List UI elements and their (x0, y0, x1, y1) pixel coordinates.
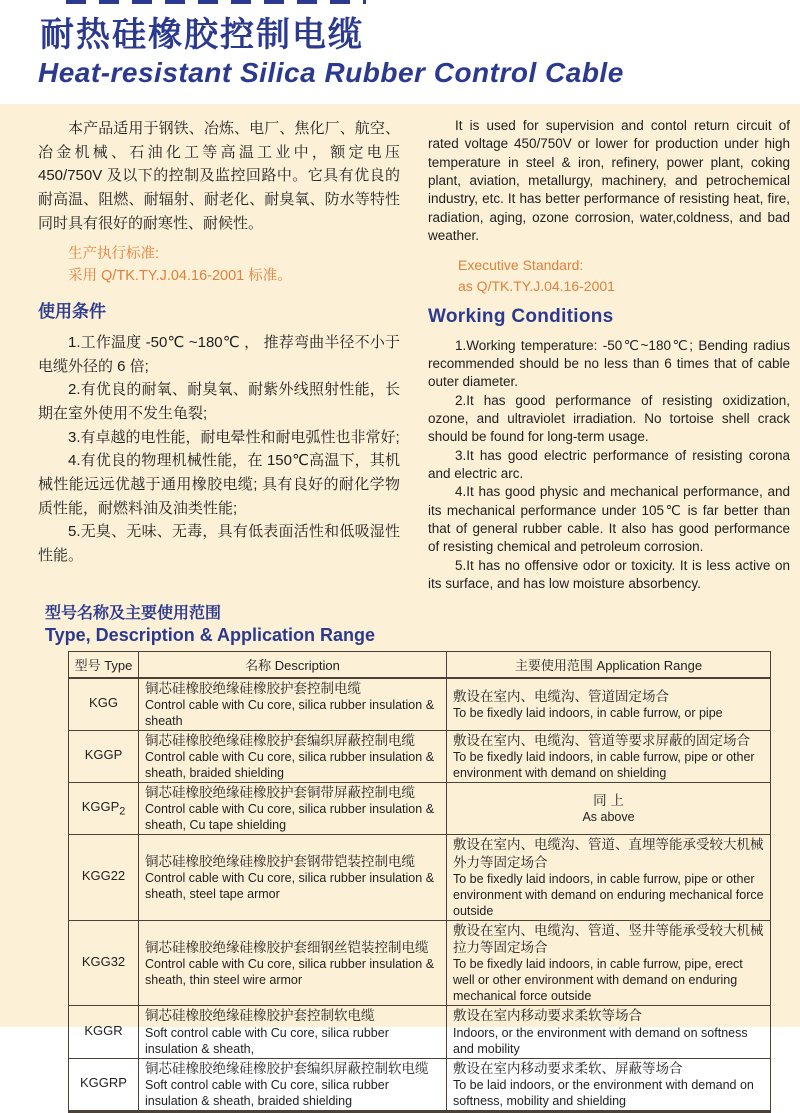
standard-label-cn: 生产执行标准: (68, 246, 160, 263)
cell-application (447, 678, 771, 731)
description-en: Control cable with Cu core, silica rubber insulation & sheath, steel tape armor (145, 871, 435, 902)
application-en: To be fixedly laid indoors, in cable furrow, pipe, erect well or other environment with demand on enduring mechanical force outside (453, 957, 743, 1004)
standard-value-cn: 采用 Q/TK.TY.J.04.16-2001 标准。 (68, 268, 292, 285)
page-title-english: Heat-resistant Silica Rubber Control Cable (38, 57, 624, 88)
page-body (0, 104, 800, 1108)
cell-description (139, 835, 447, 921)
two-column-intro (38, 117, 790, 594)
table-header-row (69, 651, 771, 678)
description-cn: 铜芯硅橡胶绝缘硅橡胶护套编织屏蔽控制软电缆 (145, 1060, 429, 1076)
page-header (0, 0, 800, 104)
conditions-list-en (428, 337, 790, 594)
application-en: To be fixedly laid indoors, in cable furrow, pipe or other environment with demand on enduring mechanical force outside (453, 871, 764, 918)
cell-type: KGG22 (69, 835, 139, 921)
table-row (69, 730, 771, 782)
description-cn: 铜芯硅橡胶绝缘硅橡胶护套钢带铠装控制电缆 (145, 853, 415, 869)
condition-item-cn: 2.有优良的耐氧、耐臭氧、耐紫外线照射性能，长期在室外使用不发生龟裂; (38, 381, 400, 422)
cell-type: KGGR (69, 1006, 139, 1058)
cell-description (139, 730, 447, 782)
cell-description (139, 1058, 447, 1111)
column-header-application: 主要使用范围 Application Range (447, 651, 771, 678)
cell-application (447, 920, 771, 1006)
application-cn: 敷设在室内、电缆沟、管道、竖井等能承受较大机械拉力等固定场合 (453, 922, 764, 956)
column-header-type: 型号 Type (69, 651, 139, 678)
description-en: Soft control cable with Cu core, silica rubber insulation & sheath, (145, 1025, 389, 1056)
intro-paragraph-en: It is used for supervision and contol return circuit of rated voltage 450/750V or lower for production under high temperature in steel & iron, refinery, power plant, coking plant, aviation, metallurgy, machinery, and petrochemical industry, etc. It has better performance of resisting heat, fire, radiation, aging, ozone corrosion, water,coldness, and bad weather. (428, 118, 790, 244)
cell-application (447, 783, 771, 835)
cell-description (139, 678, 447, 731)
description-cn: 铜芯硅橡胶绝缘硅橡胶护套编织屏蔽控制电缆 (145, 732, 415, 748)
cell-description (139, 920, 447, 1006)
application-cn: 敷设在室内、电缆沟、管道固定场合 (453, 688, 669, 704)
condition-item-en: 3.It has good electric performance of resisting corona and electric arc. (428, 447, 790, 482)
table-row (69, 920, 771, 1006)
description-en: Control cable with Cu core, silica rubber insulation & sheath, thin steel wire armor (145, 956, 435, 987)
application-en: To be fixedly laid indoors, in cable furrow, pipe or other environment with demand on shielding (453, 750, 755, 781)
condition-item-cn: 5.无臭、无味、无毒，具有低表面活性和低吸湿性性能。 (38, 523, 400, 565)
column-english (428, 117, 790, 594)
type-application-table (68, 651, 771, 1113)
table-row (69, 835, 771, 921)
description-cn: 铜芯硅橡胶绝缘硅橡胶护套细钢丝铠装控制电缆 (145, 939, 429, 955)
page-title-chinese: 耐热硅橡胶控制电缆 (40, 16, 364, 54)
cell-description (139, 783, 447, 835)
table-row (69, 1058, 771, 1111)
condition-item-en: 2.It has good performance of resisting oxidization, ozone, and ultraviolet irradiation. No tortoise shell crack should be found for long-term usage. (428, 392, 790, 445)
cell-type: KGGRP (69, 1058, 139, 1111)
cell-application (447, 1058, 771, 1111)
executive-standard-en (458, 255, 790, 297)
application-cn: 敷设在室内、电缆沟、管道等要求屏蔽的固定场合 (453, 732, 750, 748)
condition-item-en: 5.It has no offensive odor or toxicity. It is less active on its surface, and has low moisture absorbency. (428, 557, 790, 592)
cell-type: KGGP (69, 730, 139, 782)
table-row (69, 783, 771, 835)
cell-application (447, 730, 771, 782)
application-cn: 敷设在室内、电缆沟、管道、直埋等能承受较大机械外力等固定场合 (453, 837, 764, 870)
description-en: Control cable with Cu core, silica rubber insulation & sheath, braided shielding (145, 750, 435, 781)
condition-item-en: 1.Working temperature: -50℃~180℃; Bending radius recommended should be no less than 6 times that of cable outer diameter. (428, 337, 790, 390)
cell-type: KGG32 (69, 920, 139, 1006)
cell-type: $KGGP_2$ (69, 783, 139, 835)
cell-type: KGG (69, 678, 139, 731)
conditions-heading-en: Working Conditions (428, 305, 614, 327)
column-header-description: 名称 Description (139, 651, 447, 678)
table-section-heading-en: Type, Description & Application Range (45, 624, 376, 645)
condition-item-cn: 4.有优良的物理机械性能，在 150℃高温下，其机械性能远远优越于通用橡胶电缆; 具有良好的耐化学物质性能，耐燃料油及油类性能; (38, 452, 400, 517)
description-cn: 铜芯硅橡胶绝缘硅橡胶护套控制电缆 (145, 680, 361, 696)
cell-application (447, 1006, 771, 1058)
standard-label-en: Executive Standard: (458, 256, 584, 273)
condition-item-cn: 1.工作温度 -50℃ ~180℃ ， 推荐弯曲半径不小于电缆外径的 6 倍; (38, 333, 400, 375)
application-cn: 敷设在室内移动要求柔软、屏蔽等场合 (453, 1060, 683, 1076)
top-cropped-text-decoration (66, 0, 366, 4)
condition-item-en: 4.It has good physic and mechanical performance, and its mechanical performance under 105℃ is far better than that of general rubber cable. It also has good performance of resisting chemical and petroleum corrosion. (428, 484, 790, 555)
executive-standard-cn (68, 244, 400, 288)
cell-description (139, 1006, 447, 1058)
condition-item-cn: 3.有卓越的电性能，耐电晕性和耐电弧性也非常好; (68, 428, 400, 446)
application-en: Indoors, or the environment with demand on softness and mobility (453, 1025, 748, 1056)
column-chinese (38, 117, 400, 594)
conditions-heading-cn: 使用条件 (38, 301, 106, 321)
application-cn: 同 上 (593, 793, 624, 809)
application-en: To be fixedly laid indoors, in cable furrow, or pipe (453, 705, 723, 720)
table-row (69, 1006, 771, 1058)
application-cn: 敷设在室内移动要求柔软等场合 (453, 1008, 642, 1024)
table-section-heading-cn: 型号名称及主要使用范围 (45, 604, 222, 622)
description-en: Soft control cable with Cu core, silica rubber insulation & sheath, braided shielding (145, 1077, 389, 1108)
cell-application (447, 835, 771, 921)
description-cn: 铜芯硅橡胶绝缘硅橡胶护套控制软电缆 (145, 1008, 375, 1024)
description-cn: 铜芯硅橡胶绝缘硅橡胶护套铜带屏蔽控制电缆 (145, 785, 415, 801)
description-en: Control cable with Cu core, silica rubber insulation & sheath (145, 697, 435, 728)
application-en: To be laid indoors, or the environment with demand on softness, mobility and shielding (453, 1077, 754, 1108)
intro-paragraph-cn: 本产品适用于钢铁、冶炼、电厂、焦化厂、航空、冶金机械、石油化工等高温工业中，额定电压 450/750V 及以下的控制及监控回路中。它具有优良的耐高温、阻燃、耐辐射、耐老化、耐臭氧、防水等特性同时具有很好的耐寒性、耐候性。 (38, 120, 400, 232)
conditions-list-cn (38, 331, 400, 568)
standard-value-en: as Q/TK.TY.J.04.16-2001 (458, 277, 615, 294)
table-row (69, 678, 771, 731)
application-en: As above (582, 810, 635, 825)
description-en: Control cable with Cu core, silica rubber insulation & sheath, Cu tape shielding (145, 802, 435, 833)
